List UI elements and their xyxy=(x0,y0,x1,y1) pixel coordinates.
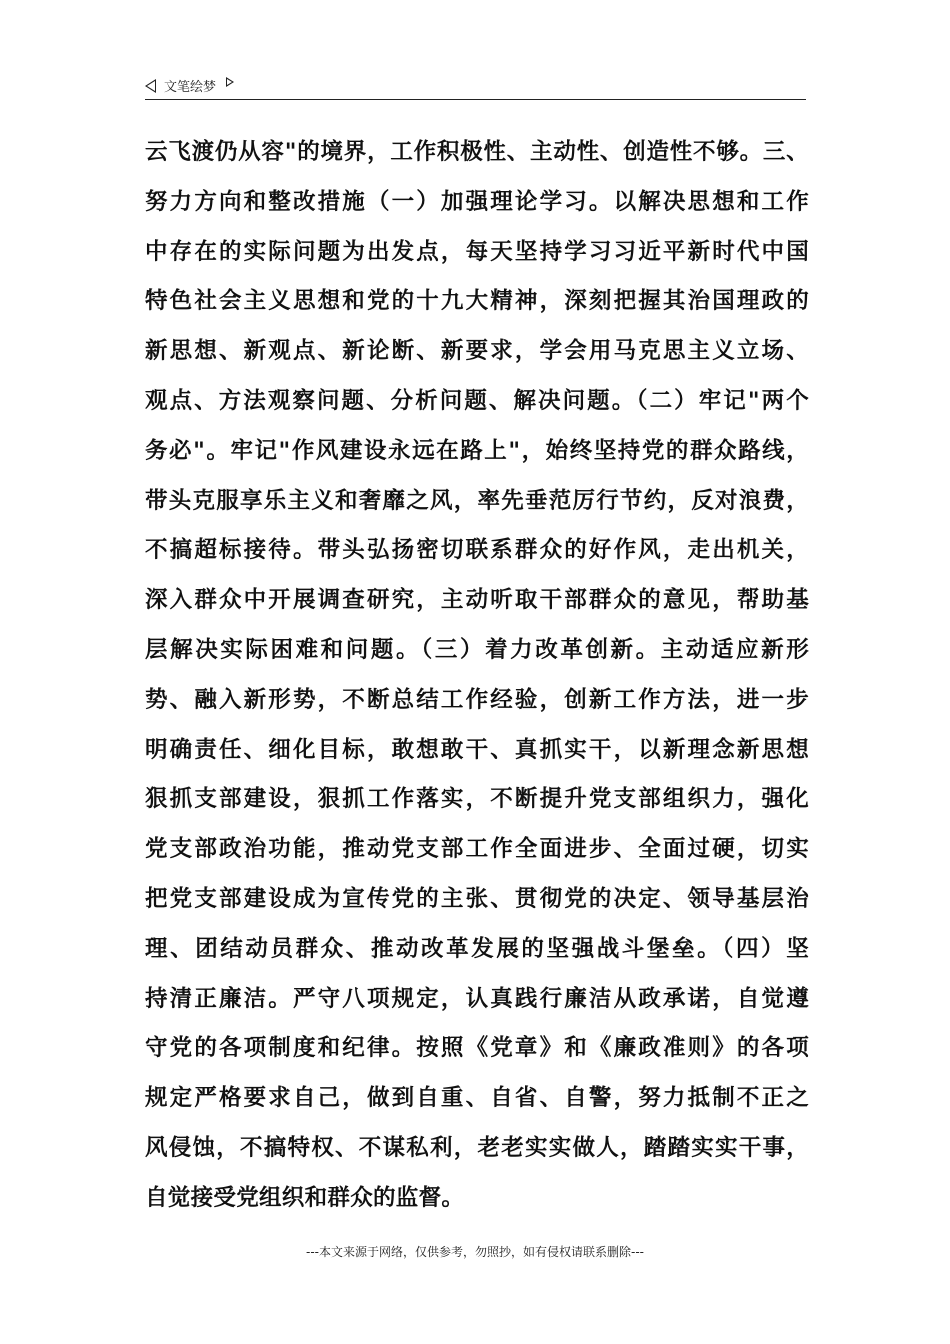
triangle-left-icon xyxy=(145,79,156,93)
body-line: 势、融入新形势，不断总结工作经验，创新工作方法，进一步 xyxy=(145,686,809,713)
body-line: 特色社会主义思想和党的十九大精神，深刻把握其治国理政的 xyxy=(145,288,809,315)
body-line: 不搞超标接待。带头弘扬密切联系群众的好作风，走出机关， xyxy=(145,537,809,564)
body-line: 中存在的实际问题为出发点，每天坚持学习习近平新时代中国 xyxy=(145,238,809,265)
body-line: 党支部政治功能，推动党支部工作全面进步、全面过硬，切实 xyxy=(145,836,809,863)
triangle-right-icon xyxy=(226,77,234,87)
body-line: 明确责任、细化目标，敢想敢干、真抓实干，以新理念新思想 xyxy=(145,736,809,763)
body-line: 守党的各项制度和纪律。按照《党章》和《廉政准则》的各项 xyxy=(145,1035,809,1062)
body-line: 狠抓支部建设，狠抓工作落实，不断提升党支部组织力，强化 xyxy=(145,786,809,813)
body-line: 风侵蚀，不搞特权、不谋私利，老老实实做人，踏踏实实干事， xyxy=(145,1134,809,1161)
header-title: 文笔绘梦 xyxy=(164,80,217,95)
body-line: 努力方向和整改措施（一）加强理论学习。以解决思想和工作 xyxy=(145,188,809,215)
body-line: 自觉接受党组织和群众的监督。 xyxy=(145,1184,465,1211)
body-line: 新思想、新观点、新论断、新要求，学会用马克思主义立场、 xyxy=(145,338,809,365)
page-header xyxy=(145,72,806,100)
page-footer: ---本文来源于网络，仅供参考，勿照抄，如有侵权请联系删除--- xyxy=(306,1245,644,1259)
body-line: 带头克服享乐主义和奢靡之风，率先垂范厉行节约，反对浪费， xyxy=(145,487,809,514)
body-line: 层解决实际困难和问题。（三）着力改革创新。主动适应新形 xyxy=(145,636,809,663)
body-line: 云飞渡仍从容"的境界，工作积极性、主动性、创造性不够。三、 xyxy=(145,139,809,165)
body-line: 规定严格要求自己，做到自重、自省、自警，努力抵制不正之 xyxy=(145,1085,809,1112)
body-line: 持清正廉洁。严守八项规定，认真践行廉洁从政承诺，自觉遵 xyxy=(145,985,809,1012)
body-line: 把党支部建设成为宣传党的主张、贯彻党的决定、领导基层治 xyxy=(145,885,809,912)
body-line: 理、团结动员群众、推动改革发展的坚强战斗堡垒。（四）坚 xyxy=(145,935,809,962)
body-line: 深入群众中开展调查研究，主动听取干部群众的意见，帮助基 xyxy=(145,587,809,614)
document-body xyxy=(145,128,809,1224)
body-line: 务必"。牢记"作风建设永远在路上"，始终坚持党的群众路线， xyxy=(145,437,809,464)
body-line: 观点、方法观察问题、分析问题、解决问题。（二）牢记"两个 xyxy=(145,387,809,414)
